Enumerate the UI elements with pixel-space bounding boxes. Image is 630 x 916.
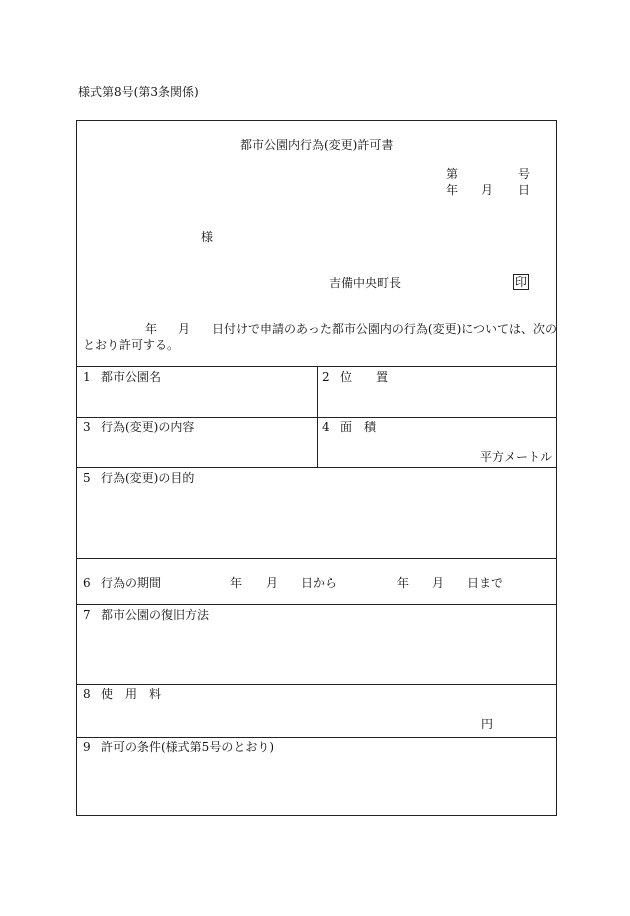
field-restoration	[83, 609, 209, 621]
field-number: 2	[322, 370, 330, 384]
field-label: 行為(変更)の目的	[101, 471, 195, 485]
field-number: 3	[83, 420, 91, 434]
fee-unit: 円	[481, 717, 494, 731]
form-label: 様式第8号(第3条関係)	[78, 85, 199, 99]
period-start-year: 年	[230, 576, 243, 590]
field-label: 都市公園名	[101, 370, 162, 384]
doc-number-dai: 第	[446, 167, 459, 181]
body-year: 年	[145, 322, 158, 336]
field-number: 5	[83, 471, 91, 485]
period-end-year: 年	[397, 576, 410, 590]
row-divider-3	[76, 467, 557, 468]
date-month: 月	[481, 183, 494, 197]
field-number: 8	[83, 687, 91, 701]
field-label: 行為(変更)の内容	[101, 420, 195, 434]
date-year: 年	[446, 183, 459, 197]
body-month: 月	[178, 322, 191, 336]
field-number: 4	[322, 420, 330, 434]
column-divider	[317, 366, 318, 467]
row-divider-5	[76, 604, 557, 605]
doc-number-go: 号	[518, 167, 531, 181]
field-park-name	[83, 371, 161, 383]
body-text-line1: 日付けで申請のあった都市公園内の行為(変更)については、次の	[212, 322, 558, 336]
permit-form-frame	[76, 120, 557, 816]
row-divider-6	[76, 684, 557, 685]
date-day: 日	[518, 183, 531, 197]
field-period	[83, 577, 161, 589]
issuer-name: 吉備中央町長	[329, 276, 402, 290]
period-start-month: 月	[266, 576, 279, 590]
body-text-line2: とおり許可する。	[83, 338, 180, 352]
field-label: 許可の条件(様式第5号のとおり)	[101, 740, 274, 754]
area-unit: 平方メートル	[480, 450, 553, 464]
row-divider-7	[76, 737, 557, 738]
field-fee	[83, 688, 161, 700]
field-label: 面 積	[340, 420, 377, 434]
period-end-day: 日まで	[467, 576, 504, 590]
field-label: 位 置	[340, 370, 389, 384]
field-label: 都市公園の復旧方法	[101, 608, 210, 622]
field-conditions	[83, 741, 274, 753]
document-title: 都市公園内行為(変更)許可書	[240, 138, 394, 152]
field-label: 使 用 料	[101, 687, 162, 701]
field-area	[322, 421, 376, 433]
field-content	[83, 421, 194, 433]
field-purpose	[83, 472, 194, 484]
field-number: 9	[83, 740, 91, 754]
field-location	[322, 371, 388, 383]
field-number: 6	[83, 576, 91, 590]
field-number: 1	[83, 370, 91, 384]
period-end-month: 月	[432, 576, 445, 590]
field-label: 行為の期間	[101, 576, 162, 590]
row-divider-4	[76, 558, 557, 559]
field-number: 7	[83, 608, 91, 622]
period-start-day: 日から	[301, 576, 338, 590]
addressee-suffix: 様	[201, 230, 214, 244]
seal-mark: 印	[514, 275, 527, 289]
